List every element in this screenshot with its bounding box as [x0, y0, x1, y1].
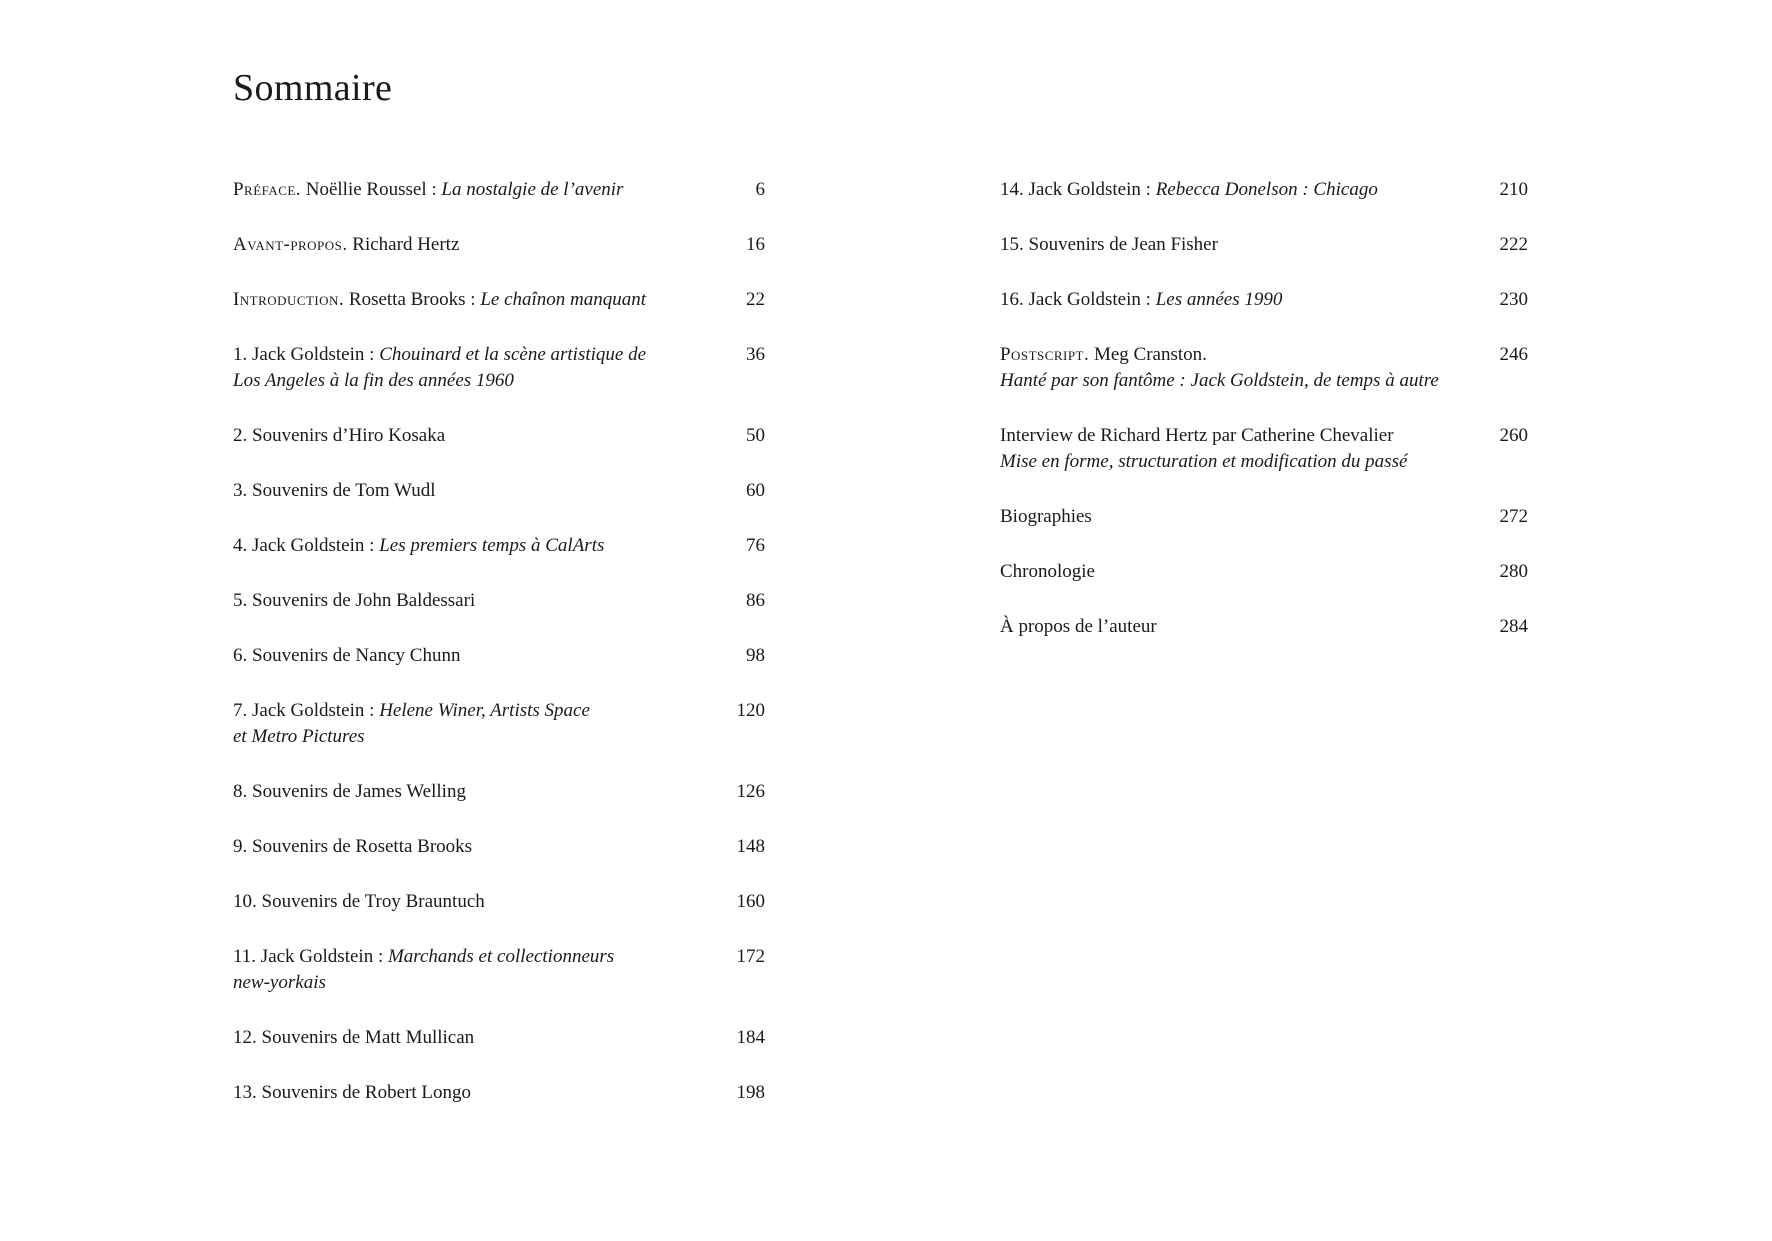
toc-entry-subtitle: et Metro Pictures	[233, 726, 365, 747]
toc-entry-subtitle: Mise en forme, structuration et modification du passé	[1000, 451, 1408, 472]
toc-entry-subtitle: Los Angeles à la fin des années 1960	[233, 370, 514, 391]
toc-entry-page-number: 60	[746, 480, 765, 501]
toc-entry	[1000, 504, 1528, 530]
toc-entry-text: 12. Souvenirs de Matt Mullican	[233, 1027, 475, 1048]
toc-entry-text: 13. Souvenirs de Robert Longo	[233, 1082, 472, 1103]
toc-entry-work-title: Chouinard et la scène artistique de	[379, 344, 647, 365]
toc-column-left	[233, 177, 765, 1135]
toc-entry-title	[233, 643, 701, 669]
toc-entry-title	[233, 889, 701, 915]
toc-entry-section-label: Avant-propos.	[233, 234, 348, 255]
toc-entry-page-number: 50	[746, 425, 765, 446]
toc-entry-text: 4. Jack Goldstein :	[233, 535, 380, 556]
toc-entry-text: 9. Souvenirs de Rosetta Brooks	[233, 836, 473, 857]
toc-entry-page-number: 222	[1499, 234, 1528, 255]
toc-entry	[233, 834, 765, 860]
toc-entry-page-number: 36	[746, 344, 765, 365]
toc-entry-text: Biographies	[1000, 506, 1092, 527]
toc-column-right	[1000, 177, 1528, 669]
toc-entry	[233, 533, 765, 559]
toc-entry-page-number: 230	[1499, 289, 1528, 310]
toc-entry-text: 16. Jack Goldstein :	[1000, 289, 1156, 310]
toc-entry-work-title: La nostalgie de l’avenir	[441, 179, 624, 200]
toc-entry-title	[233, 1025, 701, 1051]
toc-entry-text: 15. Souvenirs de Jean Fisher	[1000, 234, 1218, 255]
toc-entry-title	[233, 834, 701, 860]
toc-entry-page-number: 280	[1499, 561, 1528, 582]
toc-entry-title	[233, 533, 701, 559]
toc-entry	[233, 1025, 765, 1051]
toc-entry-title	[1000, 232, 1464, 258]
toc-entry-work-title: Le chaînon manquant	[480, 289, 647, 310]
toc-entry	[233, 643, 765, 669]
toc-entry	[1000, 614, 1528, 640]
toc-entry	[233, 342, 765, 394]
toc-entry-title	[233, 944, 701, 996]
toc-entry-text: Interview de Richard Hertz par Catherine Chevalier	[1000, 425, 1394, 446]
toc-entry-page-number: 86	[746, 590, 765, 611]
toc-entry	[233, 232, 765, 258]
toc-entry	[233, 177, 765, 203]
toc-entry-text: 1. Jack Goldstein :	[233, 344, 380, 365]
toc-entry-text: 14. Jack Goldstein :	[1000, 179, 1156, 200]
toc-entry-text: Rosetta Brooks :	[344, 289, 481, 310]
toc-entry-title	[1000, 423, 1464, 475]
toc-entry-section-label: Préface.	[233, 179, 301, 200]
toc-entry-title	[233, 478, 701, 504]
toc-entry-page-number: 76	[746, 535, 765, 556]
toc-entry	[1000, 177, 1528, 203]
toc-entry-page-number: 260	[1499, 425, 1528, 446]
toc-entry-text: 6. Souvenirs de Nancy Chunn	[233, 645, 461, 666]
toc-entry-page-number: 120	[736, 700, 765, 721]
toc-entry	[233, 779, 765, 805]
toc-entry-page-number: 284	[1499, 616, 1528, 637]
toc-entry-page-number: 210	[1499, 179, 1528, 200]
toc-entry-title	[233, 342, 701, 394]
toc-entry-page-number: 184	[736, 1027, 765, 1048]
toc-entry-work-title: Marchands et collectionneurs	[387, 946, 615, 967]
page-title: Sommaire	[233, 67, 393, 109]
toc-entry-title	[1000, 177, 1464, 203]
toc-entry-work-title: Rebecca Donelson : Chicago	[1155, 179, 1378, 200]
toc-entry-page-number: 148	[736, 836, 765, 857]
toc-entry-page-number: 198	[736, 1082, 765, 1103]
toc-entry	[233, 1080, 765, 1106]
toc-entry-work-title: Les premiers temps à CalArts	[379, 535, 605, 556]
toc-entry-title	[1000, 342, 1464, 394]
toc-entry-title	[1000, 504, 1464, 530]
toc-entry-subtitle: Hanté par son fantôme : Jack Goldstein, de temps à autre	[1000, 370, 1439, 391]
toc-entry-text: 7. Jack Goldstein :	[233, 700, 380, 721]
toc-entry	[233, 889, 765, 915]
toc-entry-work-title: Les années 1990	[1155, 289, 1283, 310]
toc-entry	[233, 423, 765, 449]
toc-entry-page-number: 126	[736, 781, 765, 802]
toc-entry-title	[1000, 559, 1464, 585]
toc-entry-page-number: 272	[1499, 506, 1528, 527]
toc-entry	[1000, 342, 1528, 394]
toc-entry-work-title: Helene Winer, Artists Space	[379, 700, 590, 721]
toc-entry-text: À propos de l’auteur	[1000, 616, 1157, 637]
toc-entry-page-number: 98	[746, 645, 765, 666]
toc-entry	[233, 287, 765, 313]
toc-entry-title	[233, 588, 701, 614]
toc-entry-text: Richard Hertz	[347, 234, 460, 255]
toc-entry	[1000, 287, 1528, 313]
toc-entry-page-number: 6	[755, 179, 765, 200]
toc-entry-text: 3. Souvenirs de Tom Wudl	[233, 480, 436, 501]
toc-entry-section-label: Postscript.	[1000, 344, 1090, 365]
toc-entry-page-number: 160	[736, 891, 765, 912]
toc-entry-text: Chronologie	[1000, 561, 1095, 582]
toc-entry-title	[233, 698, 701, 750]
toc-entry-page-number: 16	[746, 234, 765, 255]
toc-entry-page-number: 172	[736, 946, 765, 967]
toc-entry-text: 2. Souvenirs d’Hiro Kosaka	[233, 425, 446, 446]
toc-entry-page-number: 22	[746, 289, 765, 310]
toc-entry	[233, 588, 765, 614]
toc-entry	[1000, 423, 1528, 475]
toc-entry-text: 11. Jack Goldstein :	[233, 946, 388, 967]
toc-entry-title	[1000, 287, 1464, 313]
toc-entry-title	[233, 423, 701, 449]
toc-entry	[233, 698, 765, 750]
toc-entry	[233, 944, 765, 996]
toc-entry-title	[233, 779, 701, 805]
toc-entry-text: 8. Souvenirs de James Welling	[233, 781, 466, 802]
toc-entry-page-number: 246	[1499, 344, 1528, 365]
toc-entry-title	[233, 177, 701, 203]
toc-entry	[1000, 232, 1528, 258]
toc-entry-title	[233, 232, 701, 258]
toc-entry-text: 10. Souvenirs de Troy Brauntuch	[233, 891, 485, 912]
toc-entry-text: Noëllie Roussel :	[301, 179, 442, 200]
toc-entry-title	[233, 1080, 701, 1106]
toc-entry-section-label: Introduction.	[233, 289, 345, 310]
toc-entry	[233, 478, 765, 504]
toc-entry-text: 5. Souvenirs de John Baldessari	[233, 590, 476, 611]
toc-entry-subtitle: new-yorkais	[233, 972, 326, 993]
toc-entry-title	[233, 287, 701, 313]
toc-entry-text: Meg Cranston.	[1089, 344, 1207, 365]
toc-entry-title	[1000, 614, 1464, 640]
toc-entry	[1000, 559, 1528, 585]
